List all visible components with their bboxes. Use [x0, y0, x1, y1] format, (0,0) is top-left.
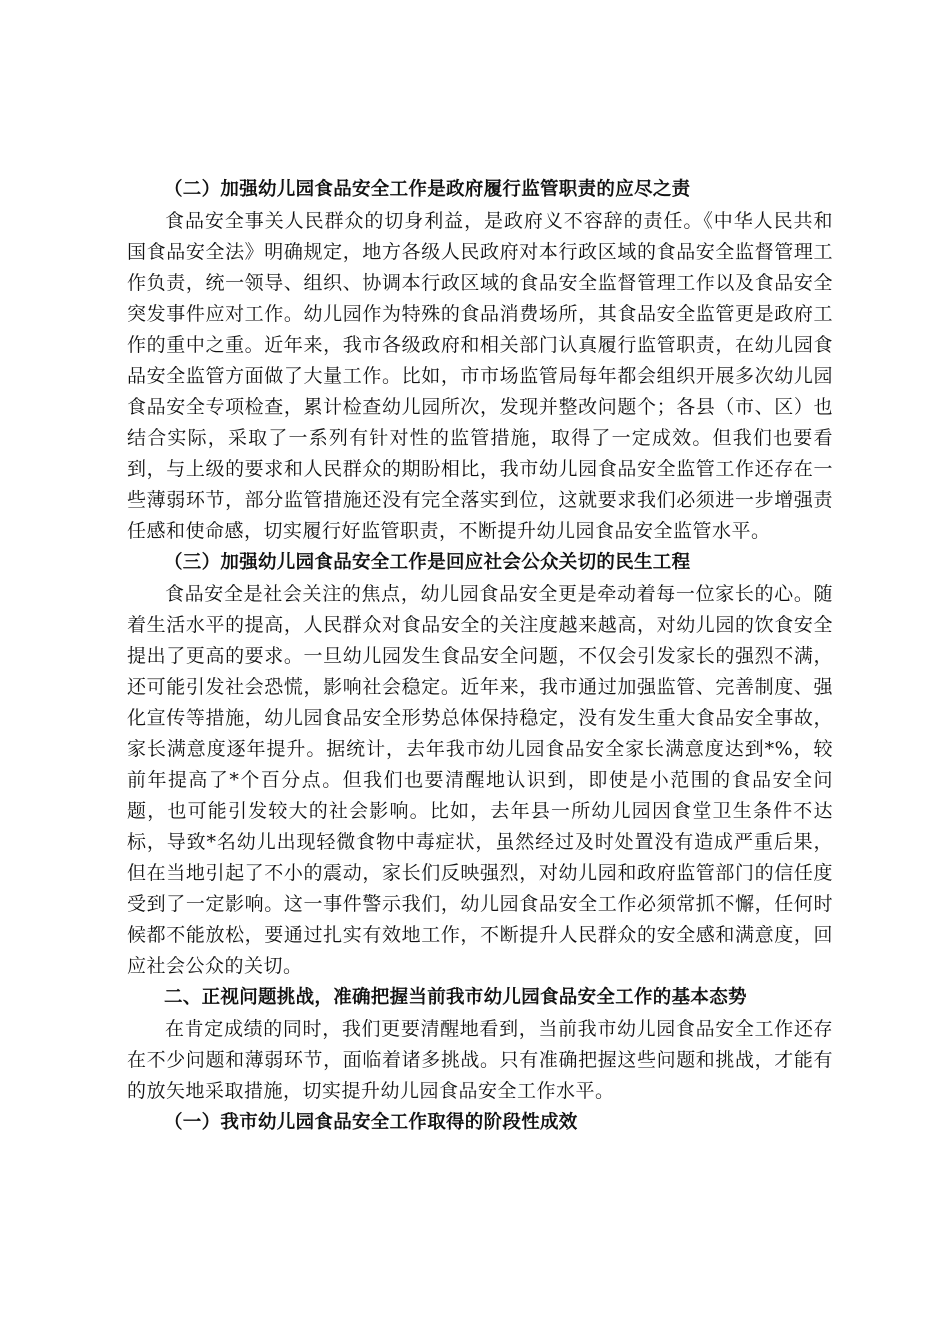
paragraph-problems-challenges: 在肯定成绩的同时，我们更要清醒地看到，当前我市幼儿园食品安全工作还存在不少问题和薄弱环节，面临着诸多挑战。只有准确把握这些问题和挑战，才能有的放矢地采取措施，切实提升幼儿园食品安全工作水平。	[127, 1018, 833, 1102]
paragraph-government-duty: 食品安全事关人民群众的切身利益，是政府义不容辞的责任。《中华人民共和国食品安全法》明确规定，地方各级人民政府对本行政区域的食品安全监督管理工作负责，统一领导、组织、协调本行政区域的食品安全监督管理工作以及食品安全突发事件应对工作。幼儿园作为特殊的食品消费场所，其食品安全监管更是政府工作的重中之重。近年来，我市各级政府和相关部门认真履行监管职责，在幼儿园食品安全监管方面做了大量工作。比如，市市场监管局每年都会组织开展多次幼儿园食品安全专项检查，累计检查幼儿园所次，发现并整改问题个；各县（市、区）也结合实际，采取了一系列有针对性的监管措施，取得了一定成效。但我们也要看到，与上级的要求和人民群众的期盼相比，我市幼儿园食品安全监管工作还存在一些薄弱环节，部分监管措施还没有完全落实到位，这就要求我们必须进一步增强责任感和使命感，切实履行好监管职责，不断提升幼儿园食品安全监管水平。	[127, 210, 833, 542]
document-body	[127, 174, 833, 1139]
section-heading-problems-challenges: 二、正视问题挑战，准确把握当前我市幼儿园食品安全工作的基本态势	[164, 987, 747, 1008]
section-heading-public-concern: （三）加强幼儿园食品安全工作是回应社会公众关切的民生工程	[164, 552, 691, 573]
section-heading-government-duty: （二）加强幼儿园食品安全工作是政府履行监管职责的应尽之责	[164, 179, 691, 200]
section-heading-achievements: （一）我市幼儿园食品安全工作取得的阶段性成效	[164, 1112, 578, 1133]
paragraph-public-concern: 食品安全是社会关注的焦点，幼儿园食品安全更是牵动着每一位家长的心。随着生活水平的提高，人民群众对食品安全的关注度越来越高，对幼儿园的饮食安全提出了更高的要求。一旦幼儿园发生食品安全问题，不仅会引发家长的强烈不满，还可能引发社会恐慌，影响社会稳定。近年来，我市通过加强监管、完善制度、强化宣传等措施，幼儿园食品安全形势总体保持稳定，没有发生重大食品安全事故，家长满意度逐年提升。据统计，去年我市幼儿园食品安全家长满意度达到*%，较前年提高了*个百分点。但我们也要清醒地认识到，即使是小范围的食品安全问题，也可能引发较大的社会影响。比如，去年县一所幼儿园因食堂卫生条件不达标，导致*名幼儿出现轻微食物中毒症状，虽然经过及时处置没有造成严重后果，但在当地引起了不小的震动，家长们反映强烈，对幼儿园和政府监管部门的信任度受到了一定影响。这一事件警示我们，幼儿园食品安全工作必须常抓不懈，任何时候都不能放松，要通过扎实有效地工作，不断提升人民群众的安全感和满意度，回应社会公众的关切。	[127, 583, 833, 977]
